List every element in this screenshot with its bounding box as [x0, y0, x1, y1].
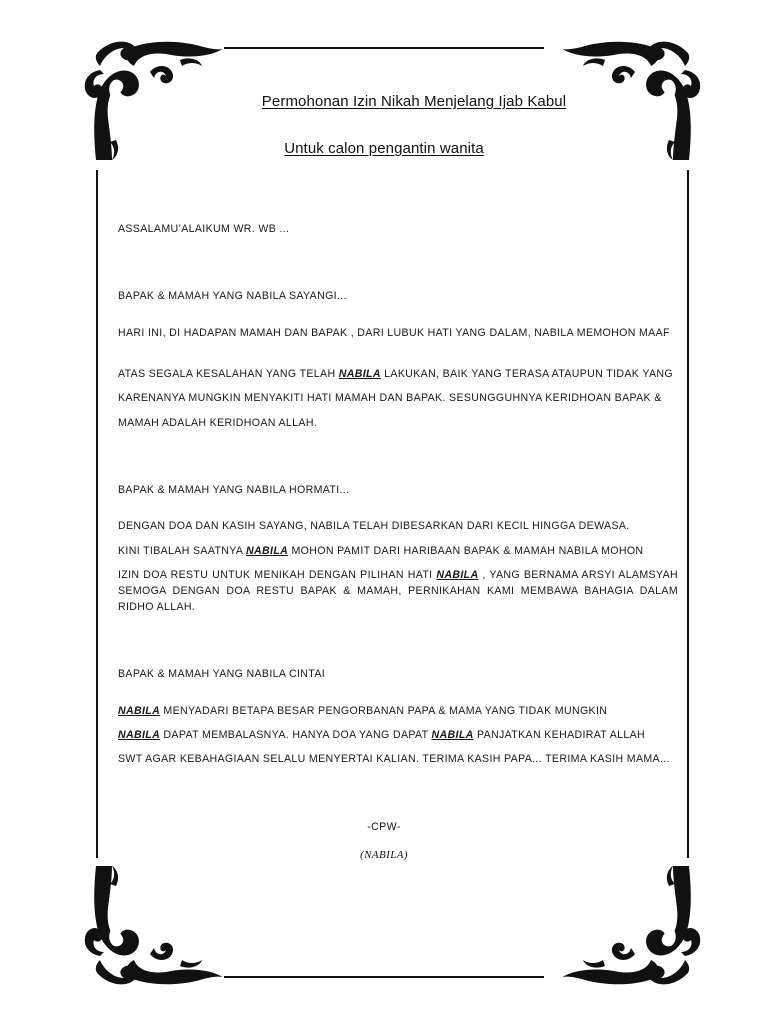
- text-run: IZIN DOA RESTU UNTUK MENIKAH DENGAN PILIHAN HATI: [118, 569, 437, 581]
- section1-line2: [118, 366, 678, 382]
- corner-ornament-bottom-right: [561, 866, 700, 984]
- section1-line1: HARI INI, DI HADAPAN MAMAH DAN BAPAK , DARI LUBUK HATI YANG DALAM, NABILA MEMOHON MAAF: [118, 327, 670, 339]
- signature-name: (NABILA): [360, 849, 408, 861]
- text-run: ATAS SEGALA KESALAHAN YANG TELAH: [118, 368, 339, 380]
- section2-line1: DENGAN DOA DAN KASIH SAYANG, NABILA TELAH DIBESARKAN DARI KECIL HINGGA DEWASA.: [118, 520, 630, 532]
- document-title: Permohonan Izin Nikah Menjelang Ijab Kabul: [261, 93, 567, 110]
- corner-ornament-bottom-left: [85, 866, 224, 984]
- document-subtitle: Untuk calon pengantin wanita: [284, 140, 484, 157]
- name-emphasis: NABILA: [436, 569, 479, 581]
- section1-line4: MAMAH ADALAH KERIDHOAN ALLAH.: [118, 417, 318, 429]
- closing-mark: -CPW-: [367, 821, 401, 833]
- section2-line2: [118, 543, 678, 559]
- text-run: KINI TIBALAH SAATNYA: [118, 545, 247, 557]
- section2-line3: [118, 567, 678, 615]
- section1-line3: KARENANYA MUNGKIN MENYAKITI HATI MAMAH DAN BAPAK. SESUNGGUHNYA KERIDHOAN BAPAK &: [118, 392, 662, 404]
- section2-heading: BAPAK & MAMAH YANG NABILA HORMATI...: [118, 484, 350, 496]
- name-emphasis: NABILA: [431, 729, 474, 741]
- text-run: DAPAT MEMBALASNYA. HANYA DOA YANG DAPAT: [160, 729, 432, 741]
- greeting: ASSALAMU’ALAIKUM WR. WB ...: [118, 223, 290, 235]
- section3-line3: SWT AGAR KEBAHAGIAAN SELALU MENYERTAI KALIAN. TERIMA KASIH PAPA... TERIMA KASIH MAMA...: [118, 753, 670, 765]
- text-run: , YANG BERNAMA ARSYI ALAMSYAH SEMOGA DENGAN DOA RESTU BAPAK & MAMAH, PERNIKAHAN KAMI MEMBAWA BAHAGIA DALAM RIDHO ALLAH.: [118, 569, 678, 613]
- text-run: PANJATKAN KEHADIRAT ALLAH: [473, 729, 646, 741]
- text-run: MOHON PAMIT DARI HARIBAAN BAPAK & MAMAH NABILA MOHON: [288, 545, 644, 557]
- section3-line2: [118, 727, 678, 743]
- name-emphasis: NABILA: [338, 368, 381, 380]
- name-emphasis: NABILA: [118, 729, 161, 741]
- text-run: MENYADARI BETAPA BESAR PENGORBANAN PAPA & MAMA YANG TIDAK MUNGKIN: [160, 705, 608, 717]
- name-emphasis: NABILA: [246, 545, 289, 557]
- text-run: LAKUKAN, BAIK YANG TERASA ATAUPUN TIDAK YANG: [380, 368, 673, 380]
- section3-heading: BAPAK & MAMAH YANG NABILA CINTAI: [118, 668, 326, 680]
- section1-heading: BAPAK & MAMAH YANG NABILA SAYANGI...: [118, 290, 347, 302]
- section3-line1: [118, 703, 678, 719]
- name-emphasis: NABILA: [118, 705, 161, 717]
